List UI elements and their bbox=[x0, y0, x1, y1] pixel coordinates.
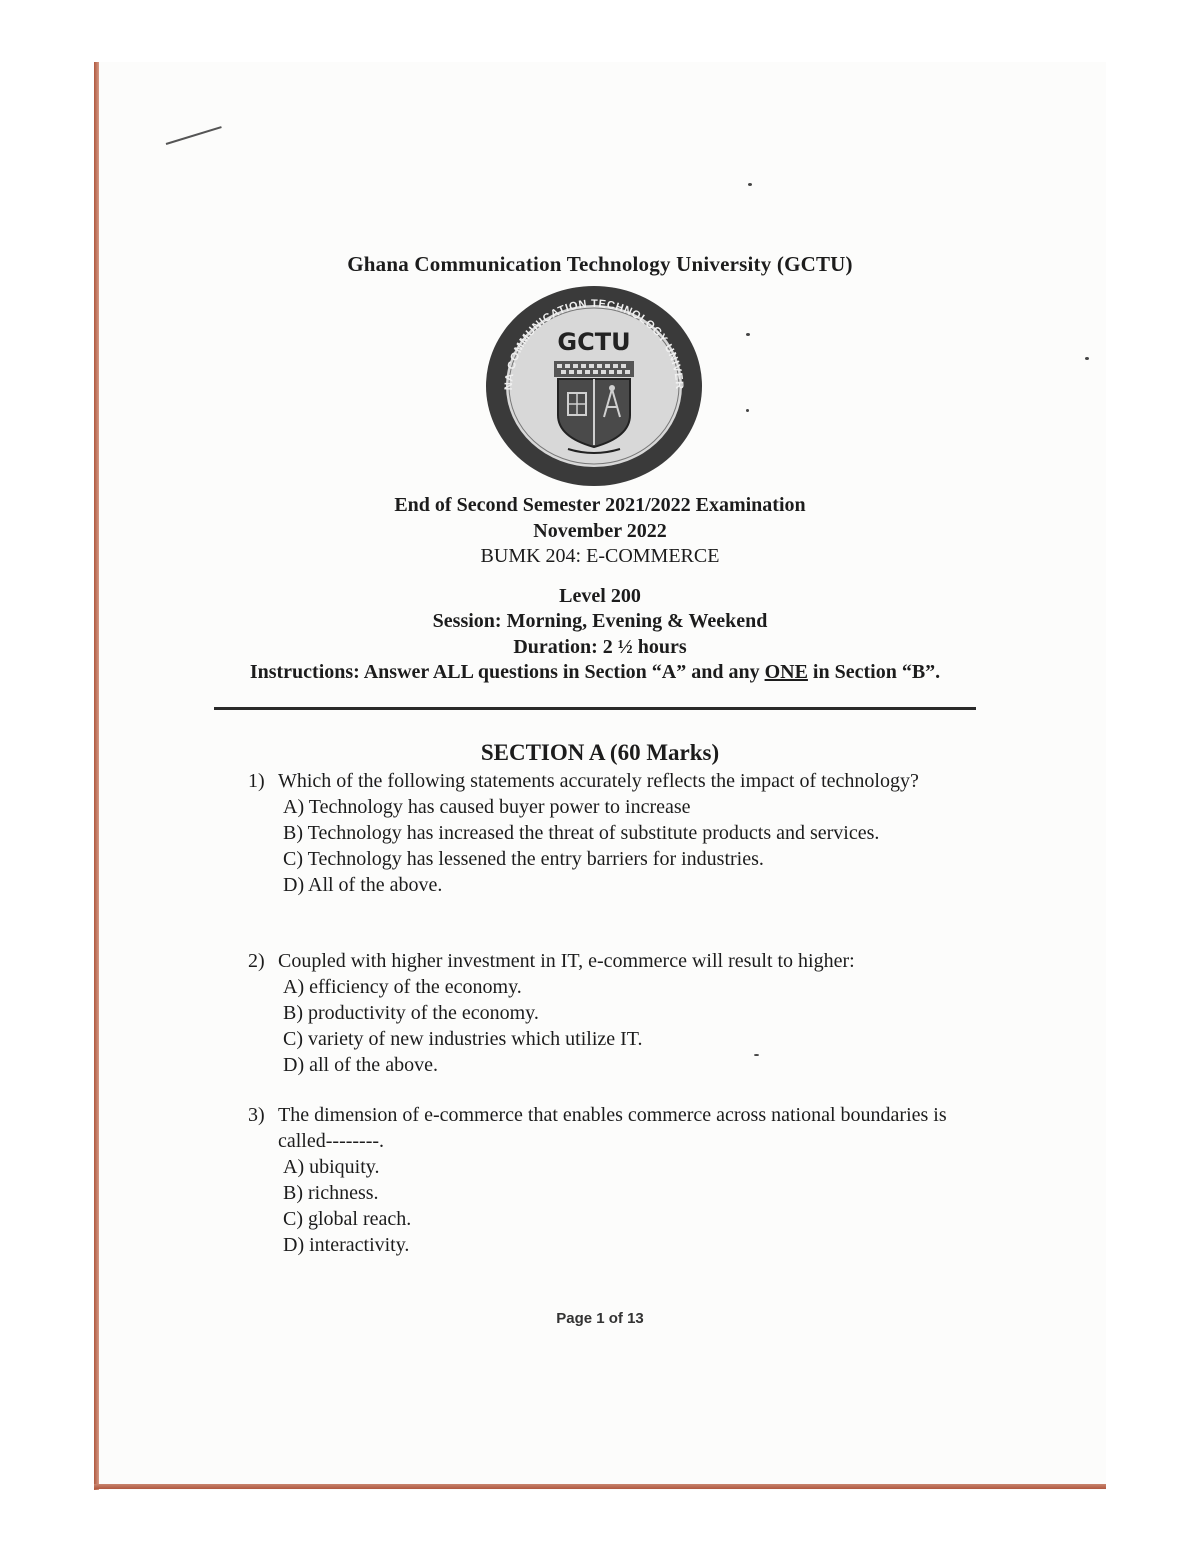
exam-level: Level 200 bbox=[559, 585, 641, 607]
option-b: B) productivity of the economy. bbox=[283, 1002, 539, 1024]
seal-ring-text: NA COMMUNICATION TECHNOLOGY UNIVER bbox=[502, 297, 686, 391]
option-d: D) all of the above. bbox=[283, 1054, 438, 1076]
section-title: SECTION A (60 Marks) bbox=[480, 740, 720, 765]
option-a: A) ubiquity. bbox=[283, 1156, 380, 1178]
university-logo bbox=[484, 285, 704, 490]
option-b: B) Technology has increased the threat of substitute products and services. bbox=[283, 822, 880, 844]
question-number: 1) bbox=[248, 770, 265, 792]
option-c: C) Technology has lessened the entry barriers for industries. bbox=[283, 848, 764, 870]
option-a: A) efficiency of the economy. bbox=[283, 976, 522, 998]
question-text: Which of the following statements accurately reflects the impact of technology? bbox=[278, 770, 919, 792]
question-number: 3) bbox=[248, 1104, 265, 1126]
option-d: D) interactivity. bbox=[283, 1234, 410, 1256]
question-2 bbox=[248, 948, 968, 1078]
scan-speck bbox=[746, 409, 749, 412]
option-c: C) variety of new industries which utilize IT. bbox=[283, 1028, 643, 1050]
scan-speck bbox=[746, 333, 750, 336]
exam-instructions bbox=[200, 659, 990, 685]
scan-speck bbox=[748, 183, 752, 186]
exam-duration: Duration: 2 ½ hours bbox=[513, 636, 687, 658]
exam-title: End of Second Semester 2021/2022 Examination bbox=[394, 494, 806, 516]
question-text: The dimension of e-commerce that enables commerce across national boundaries is called--------. bbox=[278, 1104, 947, 1152]
scan-speck bbox=[1085, 357, 1089, 360]
gctu-seal-icon bbox=[484, 285, 704, 490]
paper-bottom-edge bbox=[94, 1484, 1106, 1489]
question-3 bbox=[248, 1102, 968, 1258]
option-a: A) Technology has caused buyer power to increase bbox=[283, 796, 691, 818]
instructions-emphasis: ONE bbox=[764, 661, 808, 683]
header-divider bbox=[214, 707, 976, 710]
question-1 bbox=[248, 768, 968, 898]
university-name: Ghana Communication Technology University (GCTU) bbox=[347, 252, 853, 276]
option-c: C) global reach. bbox=[283, 1208, 412, 1230]
question-number: 2) bbox=[248, 950, 265, 972]
instructions-text: Instructions: Answer ALL questions in Section “A” and any bbox=[249, 661, 765, 683]
page-number: Page 1 of 13 bbox=[556, 1310, 644, 1327]
option-d: D) All of the above. bbox=[283, 874, 443, 896]
option-b: B) richness. bbox=[283, 1182, 379, 1204]
question-text: Coupled with higher investment in IT, e-commerce will result to higher: bbox=[278, 950, 855, 972]
exam-session: Session: Morning, Evening & Weekend bbox=[432, 610, 768, 632]
exam-date: November 2022 bbox=[533, 520, 667, 542]
course-title: BUMK 204: E-COMMERCE bbox=[480, 545, 720, 567]
instructions-text-end: in Section “B”. bbox=[807, 661, 941, 683]
seal-acronym: GCTU bbox=[557, 328, 631, 356]
